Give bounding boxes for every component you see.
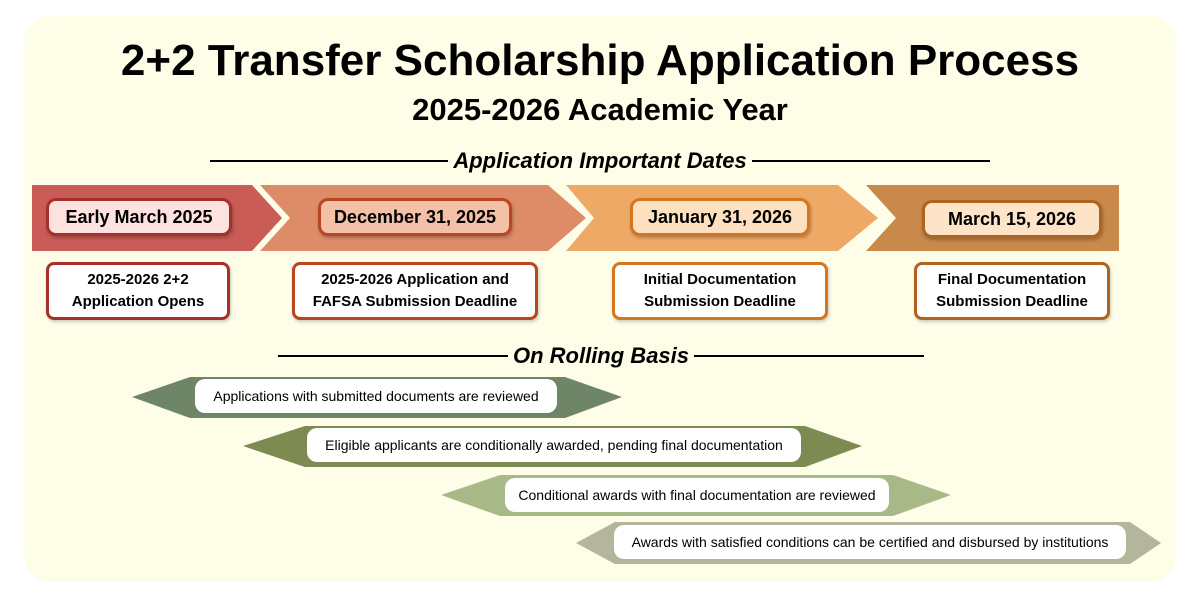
milestone-date-2: December 31, 2025 xyxy=(318,198,512,236)
section-rule-right xyxy=(694,355,924,357)
section-label: On Rolling Basis xyxy=(512,343,690,368)
section-heading-rolling-basis xyxy=(278,343,924,369)
milestone-description-2: 2025-2026 Application and FAFSA Submission Deadline xyxy=(292,262,538,320)
section-label: Application Important Dates xyxy=(453,148,747,173)
milestone-description-1: 2025-2026 2+2 Application Opens xyxy=(46,262,230,320)
milestone-description-4: Final Documentation Submission Deadline xyxy=(914,262,1110,320)
page-subtitle: 2025-2026 Academic Year xyxy=(412,92,788,127)
rolling-step-3: Conditional awards with final documentation are reviewed xyxy=(505,478,889,512)
rolling-step-1: Applications with submitted documents are reviewed xyxy=(195,379,557,413)
rolling-step-2: Eligible applicants are conditionally awarded, pending final documentation xyxy=(307,428,801,462)
milestone-date-3: January 31, 2026 xyxy=(630,198,810,236)
section-rule-left xyxy=(278,355,508,357)
rolling-step-4: Awards with satisfied conditions can be certified and disbursed by institutions xyxy=(614,525,1126,559)
page-title: 2+2 Transfer Scholarship Application Process xyxy=(120,36,1080,85)
milestone-date-4: March 15, 2026 xyxy=(922,200,1102,238)
milestone-description-3: Initial Documentation Submission Deadline xyxy=(612,262,828,320)
milestone-date-1: Early March 2025 xyxy=(46,198,232,236)
